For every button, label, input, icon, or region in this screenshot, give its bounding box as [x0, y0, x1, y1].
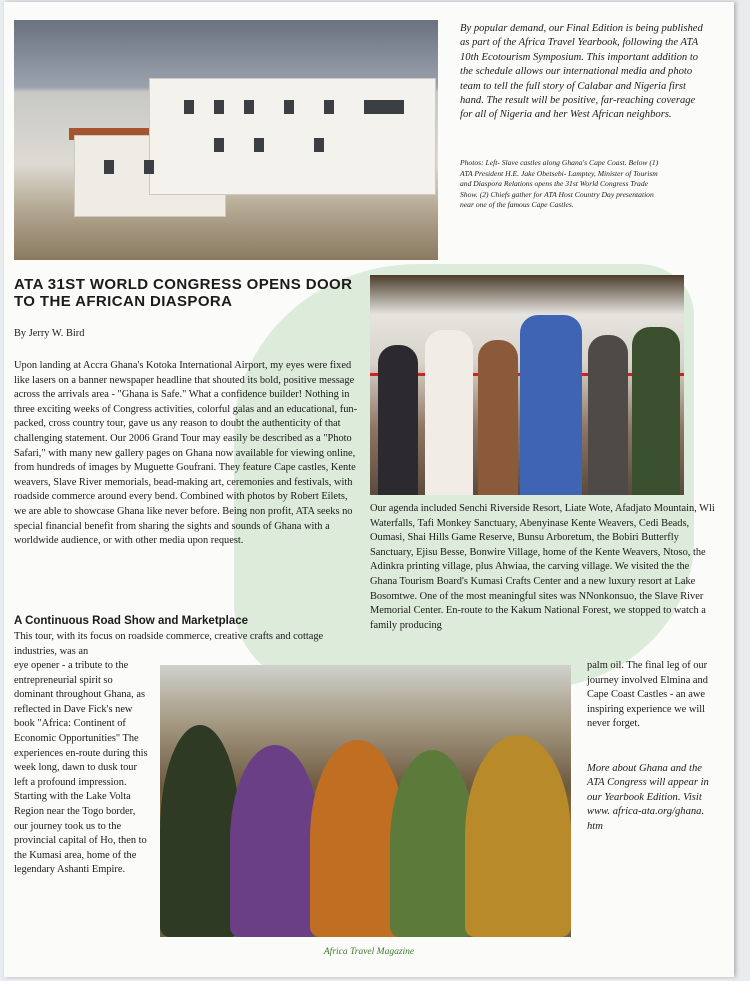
photo-ribbon-cutting [370, 275, 684, 495]
body-paragraph-2b: eye opener - a tribute to the entrepreneurial spirit so dominant throughout Ghana, as reflected in Dave Fick's new book "Africa: Continent of Economic Opportunities" The experiences en-route during this week long, dawn to dusk tour left a profound impression. Starting with the Lake Volta Region near the Togo border, our journey took us to the provincial capital of Ho, then to the Kumasi area, home of the legendary Ashanti Empire. [14, 660, 148, 876]
article-headline: ATA 31ST WORLD CONGRESS OPENS DOOR TO THE AFRICAN DIASPORA [14, 276, 353, 310]
intro-paragraph: By popular demand, our Final Edition is being published as part of the Africa Travel Yearbook, following the ATA 10th Ecotourism Symposium. This important addition to the schedule allows our international media and photo team to tell the full story of Calabar and Nigeria first hand. The result will be positive, far-reaching coverage for all of Nigeria and her West African neighbors. [460, 23, 703, 121]
subhead-text: A Continuous Road Show and Marketplace [14, 615, 249, 627]
body-paragraph-3: Our agenda included Senchi Riverside Resort, Liate Wote, Afadjato Mountain, Wli Waterfalls, Tafi Monkey Sanctuary, Abenyinase Kente Weavers, Cedi Beads, Oumasi, Shai Hills Game Reserve, Bunsu Arboretum, the Bobiri Butterfly Sanctuary, Ejisu Besse, Bonwire Village, home of the Kente Weavers, Ntoso, the Adinkra printing village, plus Ahwiaa, the carving village. We visited the the Ghana Tourism Board's Kumasi Crafts Center and a new luxury resort at Lake Bosomtwe. One of the most meaningful sites was NNonkonsuo, the Slave River Memorial Center. En-route to the Kakum National Forest, we stopped to watch a family producing [370, 503, 715, 631]
byline: By Jerry W. Bird [14, 328, 85, 339]
subhead [14, 614, 354, 630]
body-paragraph-2a: This tour, with its focus on roadside commerce, creative crafts and cottage industries, was an [14, 631, 324, 657]
photo-caption: Photos: Left- Slave castles along Ghana's Cape Coast. Below (1) ATA President H.E. Jake Obetsebi- Lamptey, Minister of Tourism and Diaspora Relations opens the 31st World Congress Trade Show. (2) Chiefs gather for ATA Host Country Day presentation near one of the famous Cape Castles. [460, 158, 659, 210]
body-paragraph-1: Upon landing at Accra Ghana's Kotoka International Airport, my eyes were fixed like lasers on a banner newspaper headline that shouted its bold, positive message across the arrivals area - "Ghana is Safe." What a confidence builder! Nothing in three exciting weeks of Congress activities, colorful galas and an educational, fun-packed, cross country tour, gave us any reason to doubt the authenticity of that challenging statement. Our 2006 Grand Tour may easily be described as a "Photo Safari," with many new gallery pages on Ghana now available for viewing online, from hundreds of images by Muguette Goufrani. They feature Cape castles, Kente weavers, Slave River memorials, bead-making art, ceremonies and festivals, with roadside commerce around every bend. Combined with photos by Robert Eilets, we are able to showcase Ghana like never before. Being non profit, ATA seeks no special financial benefit from sharing the sights and sounds of Ghana with a worldwide audience, or with other media upon request. [14, 360, 358, 547]
more-info-note: More about Ghana and the ATA Congress will appear in our Yearbook Edition. Visit www. africa-ata.org/ghana. htm [587, 763, 709, 832]
footer-magazine-name: Africa Travel Magazine [323, 947, 415, 957]
magazine-page [4, 2, 734, 977]
photo-chiefs-gathering [160, 665, 571, 937]
photo-slave-castle [14, 20, 438, 260]
body-paragraph-4: palm oil. The final leg of our journey involved Elmina and Cape Coast Castles - an awe inspiring experience we will never forget. [587, 660, 708, 730]
